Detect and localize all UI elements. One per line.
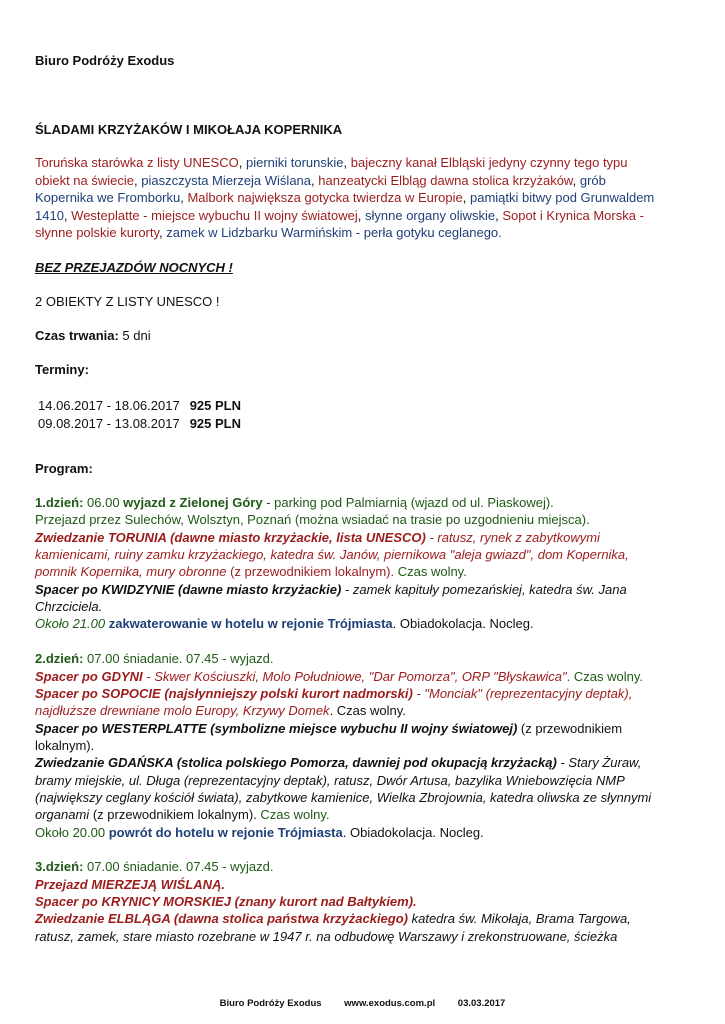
intro-text-segment: słynne organy oliwskie: [365, 207, 496, 223]
term-row: [38, 415, 241, 432]
program-text-segment: (z przewodnikiem lokalnym).: [226, 564, 398, 580]
intro-text-segment: ,: [357, 207, 365, 223]
program-text-segment: Zwiedzanie GDAŃSKA (stolica polskiego Pomorza, dawniej pod okupacją krzyżacką): [35, 755, 557, 771]
program-line: [35, 494, 554, 511]
program-text-segment: Chrzciciela.: [35, 599, 103, 615]
program-text-segment: Spacer po KRYNICY MORSKIEJ (znany kurort nad Bałtykiem).: [35, 894, 417, 910]
program-line: [35, 824, 484, 841]
intro-line: [35, 172, 606, 189]
program-text-segment: - ratusz, rynek z zabytkowymi: [425, 529, 600, 545]
program-text-segment: . Obiadokolacja. Nocleg.: [392, 616, 534, 632]
program-text-segment: - Skwer Kościuszki, Molo Południowe, "Dar Pomorza", ORP "Błyskawica": [142, 668, 567, 684]
term-price: 925 PLN: [189, 416, 241, 431]
program-text-segment: - parking pod Palmiarnią (wjazd od ul. Piaskowej).: [262, 495, 554, 510]
no-night-travel-note: BEZ PRZEJAZDÓW NOCNYCH !: [35, 260, 233, 275]
intro-text-segment: piaszczysta Mierzeja Wiślana: [141, 172, 312, 188]
program-text-segment: Przejazd MIERZEJĄ WIŚLANĄ.: [35, 876, 225, 892]
program-text-segment: Około 20.00: [35, 824, 106, 840]
intro-text-segment: ,: [343, 155, 351, 170]
program-text-segment: . Obiadokolacja. Nocleg.: [342, 824, 484, 840]
intro-text-segment: pierniki torunskie: [245, 155, 344, 170]
term-dates: 09.08.2017 - 13.08.2017: [38, 416, 180, 431]
program-text-segment: lokalnym).: [35, 737, 95, 753]
intro-text-segment: ,: [159, 225, 167, 240]
program-text-segment: - "Monciak" (reprezentacyjny deptak),: [412, 685, 633, 701]
program-text-segment: Czas wolny.: [397, 564, 467, 580]
program-text-segment: 1.dzień:: [35, 495, 84, 510]
program-line: [35, 789, 651, 806]
program-line: [35, 910, 631, 927]
program-line: [35, 858, 273, 875]
program-line: [35, 928, 617, 945]
page-title: ŚLADAMI KRZYŻAKÓW I MIKOŁAJA KOPERNIKA: [35, 122, 343, 137]
intro-line: [35, 154, 628, 171]
intro-text-segment: ,: [180, 190, 188, 205]
unesco-note: 2 OBIEKTY Z LISTY UNESCO !: [35, 294, 220, 309]
duration: [35, 327, 151, 344]
intro-line: [35, 224, 502, 241]
program-line: [35, 650, 273, 667]
intro-line: [35, 189, 654, 206]
intro-text-segment: obiekt na świecie: [35, 172, 134, 188]
intro-text-segment: Malbork największa gotycka twierdza w Europie: [187, 190, 463, 205]
intro-text-segment: ,: [238, 155, 246, 170]
program-text-segment: najdłuższe drewniane molo Europy, Krzywy Domek: [35, 703, 330, 719]
program-text-segment: Czas wolny.: [260, 807, 330, 823]
page-footer: [0, 998, 725, 1009]
intro-text-segment: ,: [311, 172, 319, 188]
program-line: [35, 668, 643, 685]
duration-value: 5 dni: [118, 328, 151, 343]
program-text-segment: kamienicami, ruiny zamku krzyżackiego, katedra św. Janów, piernikowa "aleja gwiazd", dom Kopernika,: [35, 547, 629, 563]
intro-text-segment: Toruńska starówka z listy UNESCO: [35, 155, 239, 170]
term-row: [38, 397, 241, 414]
program-line: [35, 511, 590, 528]
program-line: [35, 772, 625, 789]
program-line: [35, 529, 600, 546]
program-text-segment: Spacer po WESTERPLATTE (symbolizne miejsce wybuchu II wojny światowej): [35, 720, 518, 736]
program-text-segment: . Czas wolny.: [566, 668, 643, 684]
term-price: 925 PLN: [189, 398, 241, 413]
program-text-segment: wyjazd z Zielonej Góry: [123, 495, 263, 510]
footer-agency: Biuro Podróży Exodus: [219, 998, 322, 1009]
program-line: [35, 563, 467, 580]
intro-text-segment: Kopernika we Fromborku: [35, 190, 181, 205]
program-text-segment: 07.00 śniadanie. 07.45 - wyjazd.: [83, 651, 274, 667]
program-text-segment: Przejazd przez Sulechów, Wolsztyn, Poznań (można wsiadać na trasie po uzgodnieniu miejsca).: [35, 512, 590, 528]
term-dates: 14.06.2017 - 18.06.2017: [38, 398, 180, 413]
intro-text-segment: pamiątki bitwy pod Grunwaldem: [470, 190, 655, 205]
program-text-segment: (z przewodnikiem lokalnym).: [89, 807, 261, 823]
intro-text-segment: ,: [462, 190, 470, 205]
program-line: [35, 702, 406, 719]
program-text-segment: - zamek kapituły pomezańskiej, katedra św. Jana: [341, 581, 627, 597]
program-label: Program:: [35, 461, 93, 476]
program-text-segment: ratusz, zamek, stare miasto rozebrane w 1947 r. na odbudowę Warszawy i zrekonstruowane, ścieżka: [35, 928, 618, 944]
intro-text-segment: ,: [572, 172, 580, 188]
program-text-segment: - Stary Żuraw,: [556, 755, 642, 771]
program-text-segment: powrót do hotelu w rejonie Trójmiasta: [105, 824, 343, 840]
program-line: [35, 754, 641, 771]
program-text-segment: Spacer po SOPOCIE (najsłynniejszy polski kurort nadmorski): [35, 685, 413, 701]
intro-line: [35, 207, 644, 224]
program-text-segment: 2.dzień:: [35, 651, 84, 667]
duration-label: Czas trwania:: [35, 328, 119, 343]
program-text-segment: Spacer po KWIDZYNIE (dawne miasto krzyżackie): [35, 581, 342, 597]
intro-text-segment: ,: [495, 207, 503, 223]
program-text-segment: zakwaterowanie w hotelu w rejonie Trójmiasta: [105, 616, 393, 632]
intro-text-segment: bajeczny kanał Elbląski jedyny czynny tego typu: [350, 155, 628, 170]
footer-date: 03.03.2017: [457, 998, 506, 1009]
program-text-segment: pomnik Kopernika, mury obronne: [35, 564, 227, 580]
intro-text-segment: ,: [134, 172, 142, 188]
intro-text-segment: zamek w Lidzbarku Warmińskim - perła gotyku ceglanego.: [166, 225, 502, 240]
program-line: [35, 876, 225, 893]
program-text-segment: 07.00 śniadanie. 07.45 - wyjazd.: [83, 859, 274, 875]
program-line: [35, 737, 94, 754]
program-text-segment: katedra św. Mikołaja, Brama Targowa,: [408, 911, 631, 927]
program-line: [35, 685, 632, 702]
intro-text-segment: Sopot i Krynica Morska -: [502, 207, 644, 223]
intro-text-segment: Westeplatte - miejsce wybuchu II wojny światowej: [71, 207, 358, 223]
program-line: [35, 720, 622, 737]
program-line: [35, 598, 102, 615]
program-line: [35, 546, 629, 563]
program-text-segment: 3.dzień:: [35, 859, 84, 875]
intro-text-segment: hanzeatycki Elbląg dawna stolica krzyżaków: [318, 172, 573, 188]
footer-url: www.exodus.com.pl: [344, 998, 436, 1009]
agency-header: Biuro Podróży Exodus: [35, 53, 175, 68]
program-text-segment: Spacer po GDYNI: [35, 668, 143, 684]
program-text-segment: Około 21.00: [35, 616, 106, 632]
program-line: [35, 893, 417, 910]
program-text-segment: 06.00: [83, 495, 124, 510]
program-line: [35, 615, 534, 632]
program-text-segment: Zwiedzanie ELBLĄGA (dawna stolica państwa krzyżackiego): [35, 911, 408, 927]
program-text-segment: Zwiedzanie TORUNIA (dawne miasto krzyżackie, lista UNESCO): [35, 529, 426, 545]
program-text-segment: (największy ceglany kościół świata), zabytkowe kamienice, Wielka Zbrojownia, katedra oliwska ze słynnymi: [35, 789, 652, 805]
intro-text-segment: słynne polskie kurorty: [35, 225, 160, 240]
program-line: [35, 581, 627, 598]
program-text-segment: (z przewodnikiem: [517, 720, 623, 736]
program-text-segment: organami: [35, 807, 90, 823]
intro-text-segment: ,: [63, 207, 72, 223]
intro-text-segment: grób: [579, 172, 606, 188]
program-line: [35, 806, 330, 823]
terms-label: Terminy:: [35, 362, 89, 377]
program-text-segment: bramy miejskie, ul. Długa (reprezentacyjny deptak), ratusz, Dwór Artusa, bazylika Wniebowzięcia NMP: [35, 772, 625, 788]
program-text-segment: . Czas wolny.: [329, 703, 406, 719]
intro-text-segment: 1410: [35, 207, 64, 223]
